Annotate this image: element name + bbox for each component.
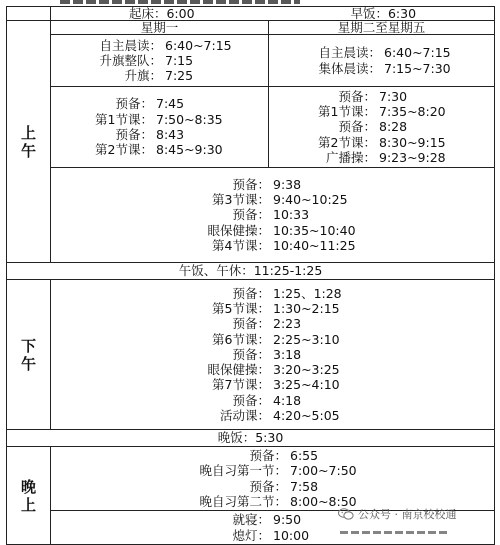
schedule-entry xyxy=(310,135,453,150)
wake-time: 起床：6:00 xyxy=(128,6,195,21)
entry-label: 眼保健操： xyxy=(207,222,270,238)
entry-time: 1:25、1:28 xyxy=(273,285,342,301)
monday-header: 星期一 xyxy=(51,21,269,35)
entry-time: 2:25~3:10 xyxy=(273,331,340,347)
entry-time: 8:45~9:30 xyxy=(156,142,223,158)
schedule-entry xyxy=(310,104,453,119)
entry-label: 第3节课： xyxy=(212,192,270,208)
wake-breakfast-row xyxy=(51,7,495,21)
schedule-entry xyxy=(190,223,355,238)
schedule-entry xyxy=(190,332,355,347)
entry-time: 10:00 xyxy=(273,527,310,543)
monday-early-cell xyxy=(51,35,269,87)
entry-label: 升旗： xyxy=(124,68,162,84)
entry-label: 第2节课： xyxy=(318,134,376,150)
entry-label: 预备： xyxy=(338,119,376,135)
schedule-entry xyxy=(190,408,355,423)
monday-classes-cell xyxy=(51,87,269,168)
schedule-entry xyxy=(183,463,362,478)
schedule-entry xyxy=(190,286,355,301)
entry-label: 眼保健操： xyxy=(207,362,270,378)
schedule-entry xyxy=(183,494,362,509)
entry-label: 第2节课： xyxy=(95,142,153,158)
entry-label: 预备： xyxy=(115,127,153,142)
entry-time: 7:45 xyxy=(156,96,185,112)
watermark-text: 公众号 · 南京校校通 xyxy=(358,508,457,521)
entry-time: 3:18 xyxy=(273,346,302,362)
entry-time: 7:15 xyxy=(165,52,194,68)
entry-time: 9:23~9:28 xyxy=(379,149,446,165)
schedule-entry xyxy=(190,393,355,408)
entry-time: 7:00~7:50 xyxy=(290,463,357,479)
entry-time: 7:15~7:30 xyxy=(384,60,451,76)
lunch-row: 午饭、午休：11:25-1:25 xyxy=(7,263,495,280)
entry-label: 第1节课： xyxy=(95,111,153,127)
entry-label: 第7节课： xyxy=(212,377,270,393)
entry-time: 8:00~8:50 xyxy=(290,493,357,509)
tuefri-classes-cell xyxy=(269,87,495,168)
entry-time: 2:23 xyxy=(273,316,302,332)
entry-label: 预备： xyxy=(249,447,287,463)
afternoon-cell xyxy=(51,280,495,430)
wechat-icon xyxy=(338,508,354,520)
entry-label: 第1节课： xyxy=(318,104,376,120)
schedule-entry xyxy=(87,112,232,127)
entry-label: 预备： xyxy=(232,207,270,223)
entry-time: 7:25 xyxy=(165,68,194,84)
breakfast-time: 早饭：6:30 xyxy=(350,6,417,21)
schedule-entry xyxy=(190,192,355,207)
entry-label: 晚自习第一节： xyxy=(199,463,287,479)
schedule-entry xyxy=(310,150,453,165)
entry-label: 预备： xyxy=(338,88,376,104)
schedule-entry xyxy=(301,61,462,76)
entry-label: 预备： xyxy=(232,176,270,192)
entry-time: 10:35~10:40 xyxy=(273,222,356,238)
entry-label: 升旗整队： xyxy=(99,52,162,68)
watermark xyxy=(338,506,457,522)
schedule-entry xyxy=(82,68,237,83)
schedule-entry xyxy=(310,89,453,104)
cropped-heading-strip xyxy=(60,0,300,4)
entry-label: 第6节课： xyxy=(212,331,270,347)
entry-time: 6:55 xyxy=(290,447,319,463)
tue-fri-header: 星期二至星期五 xyxy=(269,21,495,35)
schedule-entry xyxy=(190,347,355,362)
schedule-entry xyxy=(87,127,232,142)
entry-time: 10:33 xyxy=(273,207,310,223)
entry-label: 晚自习第二节： xyxy=(199,493,287,509)
schedule-entry xyxy=(190,238,355,253)
entry-time: 8:43 xyxy=(156,127,185,142)
entry-label: 第5节课： xyxy=(212,300,270,316)
entry-time: 9:38 xyxy=(273,176,302,192)
schedule-entry xyxy=(190,528,355,543)
entry-time: 7:50~8:35 xyxy=(156,111,223,127)
entry-time: 4:18 xyxy=(273,392,302,408)
entry-time: 8:30~9:15 xyxy=(379,134,446,150)
entry-label: 自主晨读： xyxy=(318,45,381,61)
entry-label: 预备： xyxy=(232,392,270,408)
dinner-row: 晚饭：5:30 xyxy=(7,430,495,447)
entry-time: 9:40~10:25 xyxy=(273,192,348,208)
entry-time: 1:30~2:15 xyxy=(273,300,340,316)
schedule-entry xyxy=(310,119,453,134)
entry-time: 3:20~3:25 xyxy=(273,362,340,378)
schedule-entry xyxy=(190,316,355,331)
entry-time: 4:20~5:05 xyxy=(273,408,340,424)
evening-period-label: 晚上 xyxy=(7,447,51,545)
schedule-entry xyxy=(190,377,355,392)
schedule-entry xyxy=(190,512,355,527)
morning-shared-cell xyxy=(51,168,495,263)
entry-time: 7:30 xyxy=(379,88,408,104)
schedule-entry xyxy=(183,448,362,463)
entry-time: 7:35~8:20 xyxy=(379,104,446,120)
entry-label: 集体晨读： xyxy=(318,60,381,76)
entry-time: 7:58 xyxy=(290,478,319,494)
evening-study-cell xyxy=(51,447,495,511)
entry-label: 预备： xyxy=(249,478,287,494)
entry-label: 自主晨读： xyxy=(99,37,162,53)
entry-label: 预备： xyxy=(115,96,153,112)
schedule-table xyxy=(6,6,495,545)
entry-label: 预备： xyxy=(232,285,270,301)
entry-label: 广播操： xyxy=(325,149,376,165)
schedule-entry xyxy=(87,96,232,111)
entry-label: 预备： xyxy=(232,316,270,332)
entry-time: 3:25~4:10 xyxy=(273,377,340,393)
cropped-footer-strip xyxy=(340,531,450,534)
entry-time: 8:28 xyxy=(379,119,408,135)
schedule-entry xyxy=(190,362,355,377)
entry-time: 9:50 xyxy=(273,512,302,528)
schedule-entry xyxy=(190,301,355,316)
schedule-entry xyxy=(190,207,355,222)
schedule-entry xyxy=(82,38,237,53)
entry-label: 第4节课： xyxy=(212,237,270,253)
schedule-entry xyxy=(301,45,462,60)
schedule-entry xyxy=(82,53,237,68)
schedule-entry xyxy=(183,479,362,494)
corner-cell xyxy=(7,7,51,21)
entry-time: 10:40~11:25 xyxy=(273,237,356,253)
entry-time: 6:40~7:15 xyxy=(165,37,232,53)
schedule-entry xyxy=(87,142,232,157)
tuefri-early-cell xyxy=(269,35,495,87)
schedule-entry xyxy=(190,177,355,192)
entry-label: 预备： xyxy=(232,346,270,362)
entry-label: 熄灯： xyxy=(232,527,270,543)
entry-time: 6:40~7:15 xyxy=(384,45,451,61)
entry-label: 活动课： xyxy=(219,408,270,424)
afternoon-period-label: 下午 xyxy=(7,280,51,430)
morning-period-label: 上午 xyxy=(7,21,51,263)
entry-label: 就寝： xyxy=(232,512,270,528)
